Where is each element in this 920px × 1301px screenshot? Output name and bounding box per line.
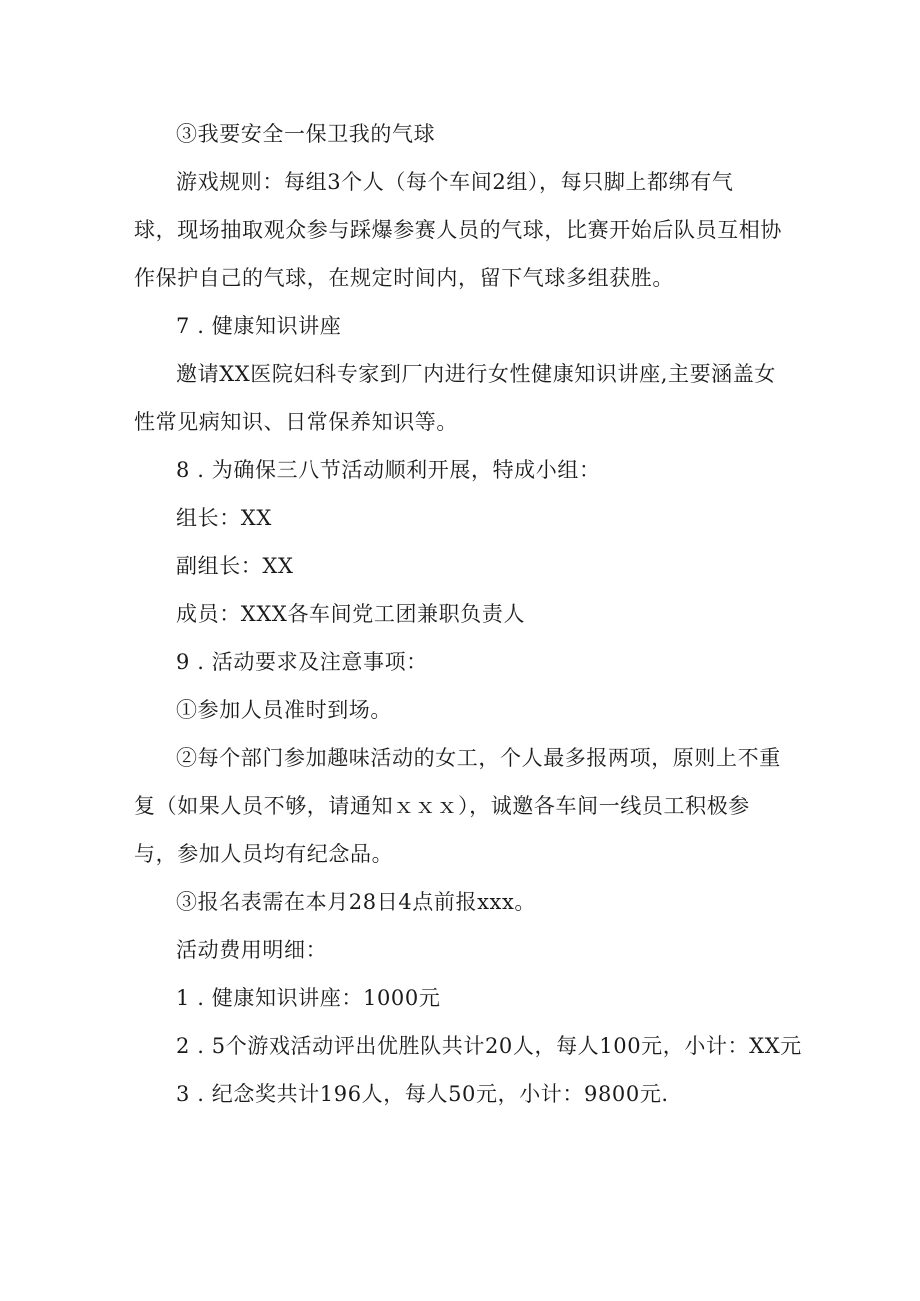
document-body bbox=[134, 110, 802, 1118]
heading-expense-details bbox=[134, 926, 794, 974]
text-line: 2 . 5个游戏活动评出优胜队共计20人，每人100元，小计：XX元 bbox=[176, 1034, 802, 1058]
text-line: ①参加人员准时到场。 bbox=[176, 698, 392, 722]
paragraph-group-leader bbox=[134, 494, 794, 542]
text-line: 邀请XX医院妇科专家到厂内进行女性健康知识讲座,主要涵盖女 bbox=[176, 362, 776, 386]
text-line: 性常见病知识、日常保养知识等。 bbox=[134, 410, 458, 434]
text-line: 3 . 纪念奖共计196人，每人50元，小计：9800元. bbox=[176, 1082, 669, 1106]
paragraph-requirement-3 bbox=[134, 878, 794, 926]
text-line: 球，现场抽取观众参与踩爆参赛人员的气球，比赛开始后队员互相协 bbox=[134, 218, 782, 242]
text-line: 7 . 健康知识讲座 bbox=[176, 314, 342, 338]
expense-item-2 bbox=[134, 1022, 802, 1070]
paragraph-deputy-leader bbox=[134, 542, 794, 590]
paragraph-members bbox=[134, 590, 794, 638]
text-line: 成员：XXX各车间党工团兼职负责人 bbox=[176, 602, 526, 626]
text-line: 8 . 为确保三八节活动顺利开展，特成小组： bbox=[176, 458, 601, 482]
text-line: 副组长：XX bbox=[176, 554, 294, 578]
text-line: ③我要安全一保卫我的气球 bbox=[176, 122, 436, 146]
text-line: 组长：XX bbox=[176, 506, 272, 530]
heading-requirements bbox=[134, 638, 794, 686]
paragraph-health-lecture bbox=[134, 350, 794, 446]
expense-item-3 bbox=[134, 1070, 794, 1118]
paragraph-balloon-game-title bbox=[134, 110, 794, 158]
paragraph-requirement-2 bbox=[134, 734, 794, 878]
text-line: 9 . 活动要求及注意事项： bbox=[176, 650, 428, 674]
text-line: 活动费用明细： bbox=[176, 938, 328, 962]
text-line: ②每个部门参加趣味活动的女工，个人最多报两项，原则上不重 bbox=[176, 746, 781, 770]
paragraph-game-rules bbox=[134, 158, 794, 302]
heading-organizing-group bbox=[134, 446, 794, 494]
heading-health-lecture bbox=[134, 302, 794, 350]
text-line: 与，参加人员均有纪念品。 bbox=[134, 842, 394, 866]
text-line: 游戏规则：每组3个人（每个车间2组），每只脚上都绑有气 bbox=[176, 170, 734, 194]
text-line: 1 . 健康知识讲座：1000元 bbox=[176, 986, 441, 1010]
text-line: 复（如果人员不够，请通知ｘｘｘ），诚邀各车间一线员工积极参 bbox=[134, 794, 750, 818]
paragraph-requirement-1 bbox=[134, 686, 794, 734]
expense-item-1 bbox=[134, 974, 794, 1022]
text-line: 作保护自己的气球，在规定时间内，留下气球多组获胜。 bbox=[134, 266, 674, 290]
text-line: ③报名表需在本月28日4点前报xxx。 bbox=[176, 890, 537, 914]
